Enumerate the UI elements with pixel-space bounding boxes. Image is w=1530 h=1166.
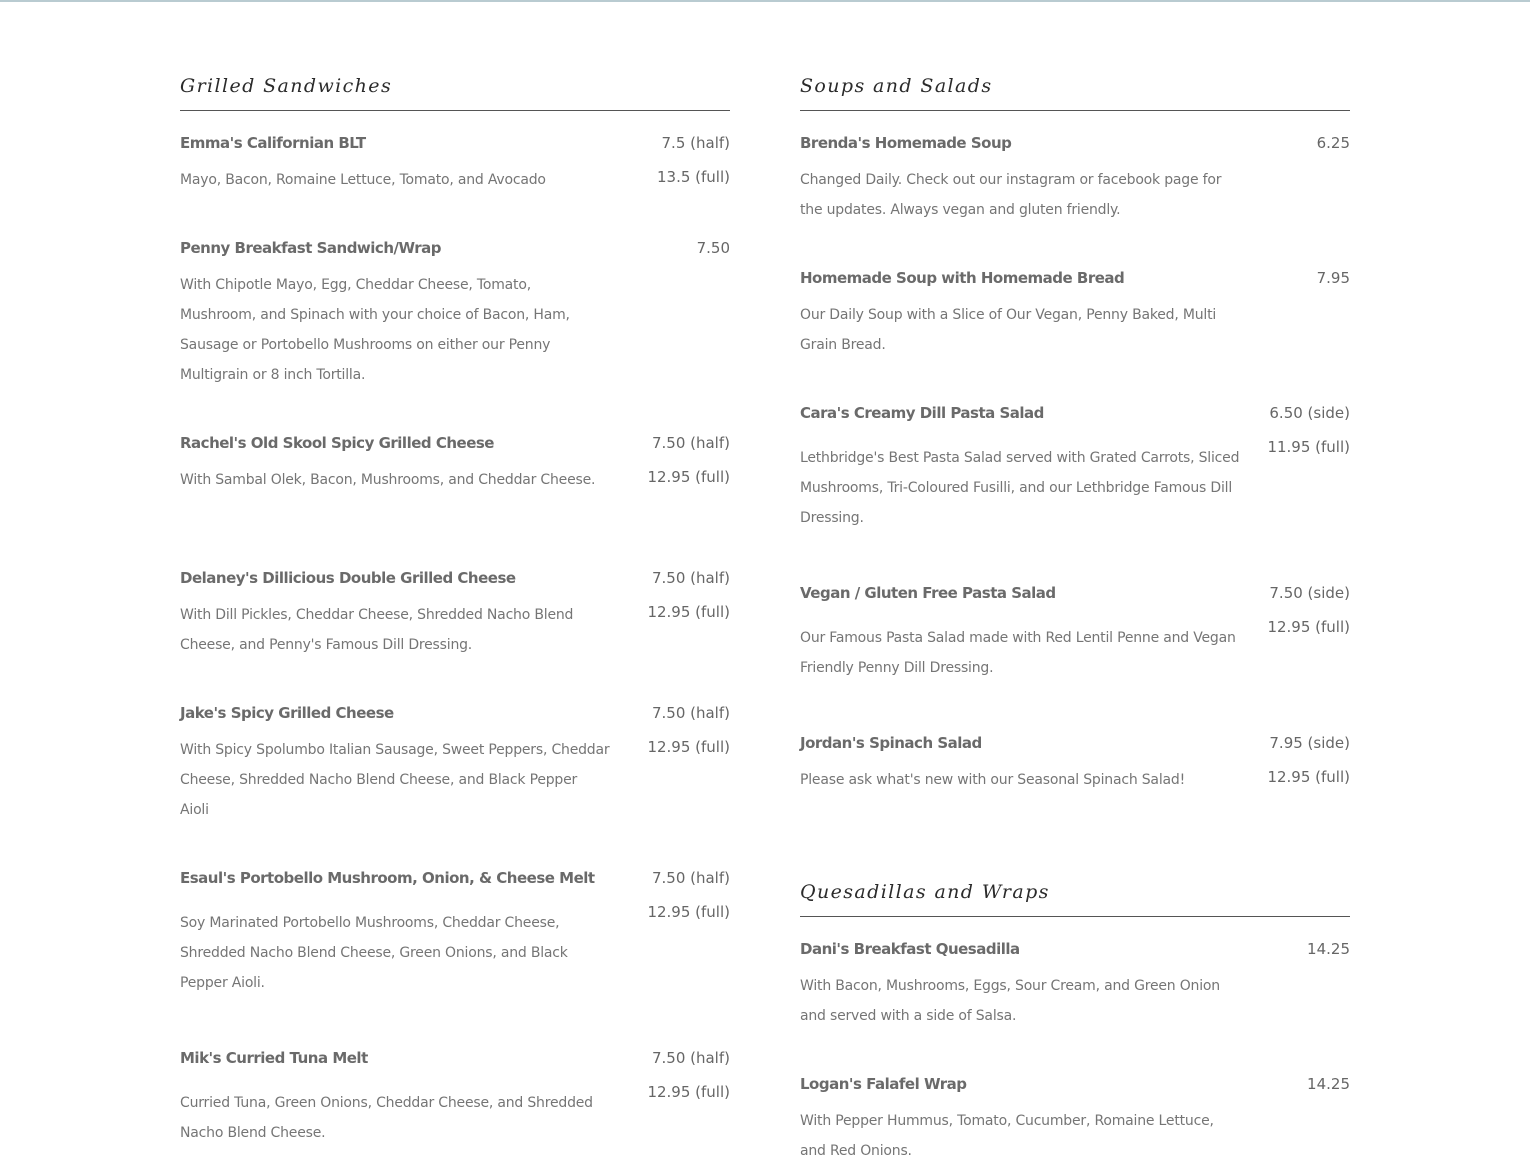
item-description: With Spicy Spolumbo Italian Sausage, Sweet Peppers, Cheddar Cheese, Shredded Nacho Blend Cheese, and Black Pepper Aioli: [180, 742, 610, 818]
item-price: 7.95: [1316, 269, 1350, 287]
section-divider: [180, 110, 730, 111]
section-divider: [800, 916, 1350, 917]
item-price: 7.50: [696, 239, 730, 257]
item-price-full: 12.95 (full): [647, 903, 730, 921]
item-price-full: 13.5 (full): [657, 168, 730, 186]
item-name: Jake's Spicy Grilled Cheese: [180, 704, 394, 722]
item-price: 14.25: [1307, 940, 1350, 958]
item-price-half: 7.50 (half): [651, 569, 730, 587]
item-name: Penny Breakfast Sandwich/Wrap: [180, 239, 442, 257]
item-price-half: 7.5 (half): [661, 134, 730, 152]
item-description: Lethbridge's Best Pasta Salad served with Grated Carrots, Sliced Mushrooms, Tri-Coloured Fusilli, and our Lethbridge Famous Dill Dressing.: [800, 450, 1240, 526]
item-price-full: 12.95 (full): [1267, 768, 1350, 786]
item-description: With Chipotle Mayo, Egg, Cheddar Cheese, Tomato, Mushroom, and Spinach with your choice of Bacon, Ham, Sausage or Portobello Mushrooms on either our Penny Multigrain or 8 inch Tortilla.: [180, 277, 570, 383]
item-description: With Dill Pickles, Cheddar Cheese, Shredded Nacho Blend Cheese, and Penny's Famous Dill Dressing.: [180, 607, 574, 653]
item-description: Soy Marinated Portobello Mushrooms, Cheddar Cheese, Shredded Nacho Blend Cheese, Green Onions, and Black Pepper Aioli.: [180, 915, 568, 991]
item-price-full: 12.95 (full): [647, 738, 730, 756]
item-description: Mayo, Bacon, Romaine Lettuce, Tomato, and Avocado: [180, 172, 546, 188]
section-divider: [800, 110, 1350, 111]
item-description: Please ask what's new with our Seasonal Spinach Salad!: [800, 772, 1185, 788]
item-price-half: 7.50 (half): [651, 434, 730, 452]
section-title: Soups and Salads: [800, 75, 993, 97]
item-price-half: 7.50 (half): [651, 1049, 730, 1067]
item-price-full: 12.95 (full): [647, 468, 730, 486]
item-price-full: 12.95 (full): [647, 1083, 730, 1101]
item-price-side: 7.95 (side): [1269, 734, 1350, 752]
item-description: Our Famous Pasta Salad made with Red Lentil Penne and Vegan Friendly Penny Dill Dressing.: [800, 630, 1236, 676]
item-name: Homemade Soup with Homemade Bread: [800, 269, 1125, 287]
item-price-full: 11.95 (full): [1267, 438, 1350, 456]
item-price: 14.25: [1307, 1075, 1350, 1093]
item-name: Logan's Falafel Wrap: [800, 1075, 967, 1093]
item-price-side: 7.50 (side): [1269, 584, 1350, 602]
item-price-full: 12.95 (full): [647, 603, 730, 621]
item-name: Mik's Curried Tuna Melt: [180, 1049, 368, 1067]
item-name: Emma's Californian BLT: [180, 134, 366, 152]
top-border: [0, 0, 1530, 2]
item-name: Dani's Breakfast Quesadilla: [800, 940, 1020, 958]
item-price-half: 7.50 (half): [651, 869, 730, 887]
item-price-half: 7.50 (half): [651, 704, 730, 722]
item-name: Delaney's Dillicious Double Grilled Cheese: [180, 569, 516, 587]
item-name: Jordan's Spinach Salad: [800, 734, 982, 752]
item-description: With Bacon, Mushrooms, Eggs, Sour Cream, and Green Onion and served with a side of Salsa.: [800, 978, 1220, 1024]
item-name: Vegan / Gluten Free Pasta Salad: [800, 584, 1056, 602]
item-price-side: 6.50 (side): [1269, 404, 1350, 422]
section-title: Grilled Sandwiches: [180, 75, 393, 97]
item-name: Brenda's Homemade Soup: [800, 134, 1012, 152]
item-description: With Sambal Olek, Bacon, Mushrooms, and Cheddar Cheese.: [180, 472, 596, 488]
section-title: Quesadillas and Wraps: [800, 881, 1050, 903]
item-description: With Pepper Hummus, Tomato, Cucumber, Romaine Lettuce, and Red Onions.: [800, 1113, 1214, 1159]
item-name: Rachel's Old Skool Spicy Grilled Cheese: [180, 434, 494, 452]
item-description: Changed Daily. Check out our instagram or facebook page for the updates. Always vegan and gluten friendly.: [800, 172, 1222, 218]
item-description: Our Daily Soup with a Slice of Our Vegan, Penny Baked, Multi Grain Bread.: [800, 307, 1217, 353]
item-price-full: 12.95 (full): [1267, 618, 1350, 636]
item-price: 6.25: [1316, 134, 1350, 152]
item-name: Esaul's Portobello Mushroom, Onion, & Cheese Melt: [180, 869, 595, 887]
item-description: Curried Tuna, Green Onions, Cheddar Cheese, and Shredded Nacho Blend Cheese.: [180, 1095, 593, 1141]
item-name: Cara's Creamy Dill Pasta Salad: [800, 404, 1044, 422]
